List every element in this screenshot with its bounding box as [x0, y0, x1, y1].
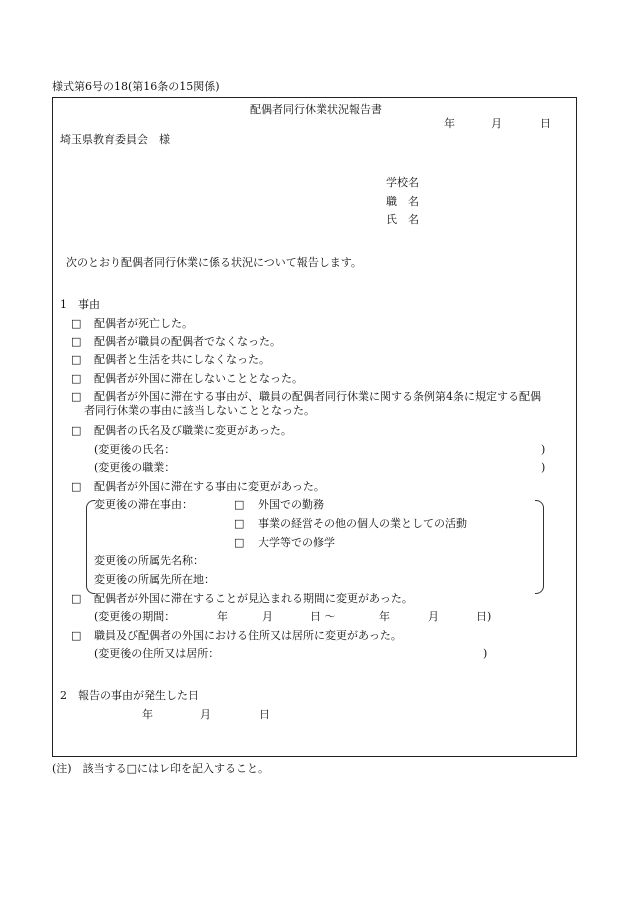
period-month-2: 月	[428, 610, 439, 623]
checkbox[interactable]: □	[71, 353, 82, 366]
checkbox[interactable]: □	[71, 390, 82, 403]
reason-option-1: 外国での勤務	[258, 498, 324, 511]
item-6: 配偶者の氏名及び職業に変更があった。	[94, 424, 292, 437]
intro-text: 次のとおり配偶者同行休業に係る状況について報告します。	[66, 256, 362, 269]
name-label: 氏 名	[386, 213, 419, 226]
checkbox[interactable]: □	[71, 592, 82, 605]
item-5: 配偶者が外国に滞在する事由が、職員の配偶者同行休業に関する条例第4条に規定する配偶	[94, 390, 541, 403]
period-month: 月	[262, 610, 273, 623]
close-paren: )	[483, 647, 488, 660]
school-label: 学校名	[386, 176, 419, 189]
checkbox[interactable]: □	[234, 517, 245, 530]
addressee: 埼玉県教育委員会 様	[60, 133, 170, 146]
item-8: 配偶者が外国に滞在することが見込まれる期間に変更があった。	[94, 592, 413, 605]
period-day-tilde: 日 ～	[310, 610, 336, 623]
address-label: (変更後の住所又は居所：	[94, 647, 220, 660]
reason-option-3: 大学等での修学	[258, 536, 335, 549]
occurrence-year: 年	[142, 708, 153, 721]
position-label: 職 名	[386, 195, 419, 208]
period-label: (変更後の期間：	[94, 610, 176, 623]
occurrence-month: 月	[200, 708, 211, 721]
checkbox[interactable]: □	[234, 536, 245, 549]
checkbox[interactable]: □	[71, 335, 82, 348]
reason-option-2: 事業の経営その他の個人の業としての活動	[258, 517, 467, 530]
changed-name-label: (変更後の氏名：	[94, 443, 176, 456]
occurrence-day: 日	[259, 708, 270, 721]
period-year: 年	[217, 610, 228, 623]
affiliation-address-label: 変更後の所属先所在地：	[94, 573, 215, 586]
reason-label: 変更後の滞在事由：	[94, 498, 193, 511]
note: (注) 該当する□にはレ印を記入すること。	[52, 762, 269, 775]
checkbox[interactable]: □	[71, 372, 82, 385]
date-month: 月	[491, 117, 502, 130]
item-9: 職員及び配偶者の外国における住所又は居所に変更があった。	[94, 629, 402, 642]
checkbox[interactable]: □	[71, 317, 82, 330]
section2-heading: 2 報告の事由が発生した日	[60, 689, 199, 702]
date-year: 年	[444, 117, 455, 130]
item-7: 配偶者が外国に滞在する事由に変更があった。	[94, 480, 325, 493]
changed-job-label: (変更後の職業：	[94, 461, 176, 474]
period-day-2: 日)	[476, 610, 492, 623]
right-bracket	[535, 500, 544, 594]
item-5-continued: 者同行休業の事由に該当しないこととなった。	[84, 404, 315, 417]
checkbox[interactable]: □	[71, 629, 82, 642]
page-title: 配偶者同行休業状況報告書	[250, 103, 382, 116]
close-paren: )	[541, 443, 546, 456]
checkbox[interactable]: □	[234, 498, 245, 511]
item-1: 配偶者が死亡した。	[94, 317, 193, 330]
date-day: 日	[540, 117, 551, 130]
checkbox[interactable]: □	[71, 424, 82, 437]
affiliation-name-label: 変更後の所属先名称：	[94, 554, 204, 567]
item-3: 配偶者と生活を共にしなくなった。	[94, 353, 270, 366]
item-4: 配偶者が外国に滞在しないこととなった。	[94, 372, 303, 385]
form-number: 様式第6号の18(第16条の15関係)	[52, 80, 220, 93]
checkbox[interactable]: □	[71, 480, 82, 493]
section1-heading: 1 事由	[60, 298, 100, 311]
item-2: 配偶者が職員の配偶者でなくなった。	[94, 335, 281, 348]
period-year-2: 年	[379, 610, 390, 623]
close-paren: )	[541, 461, 546, 474]
